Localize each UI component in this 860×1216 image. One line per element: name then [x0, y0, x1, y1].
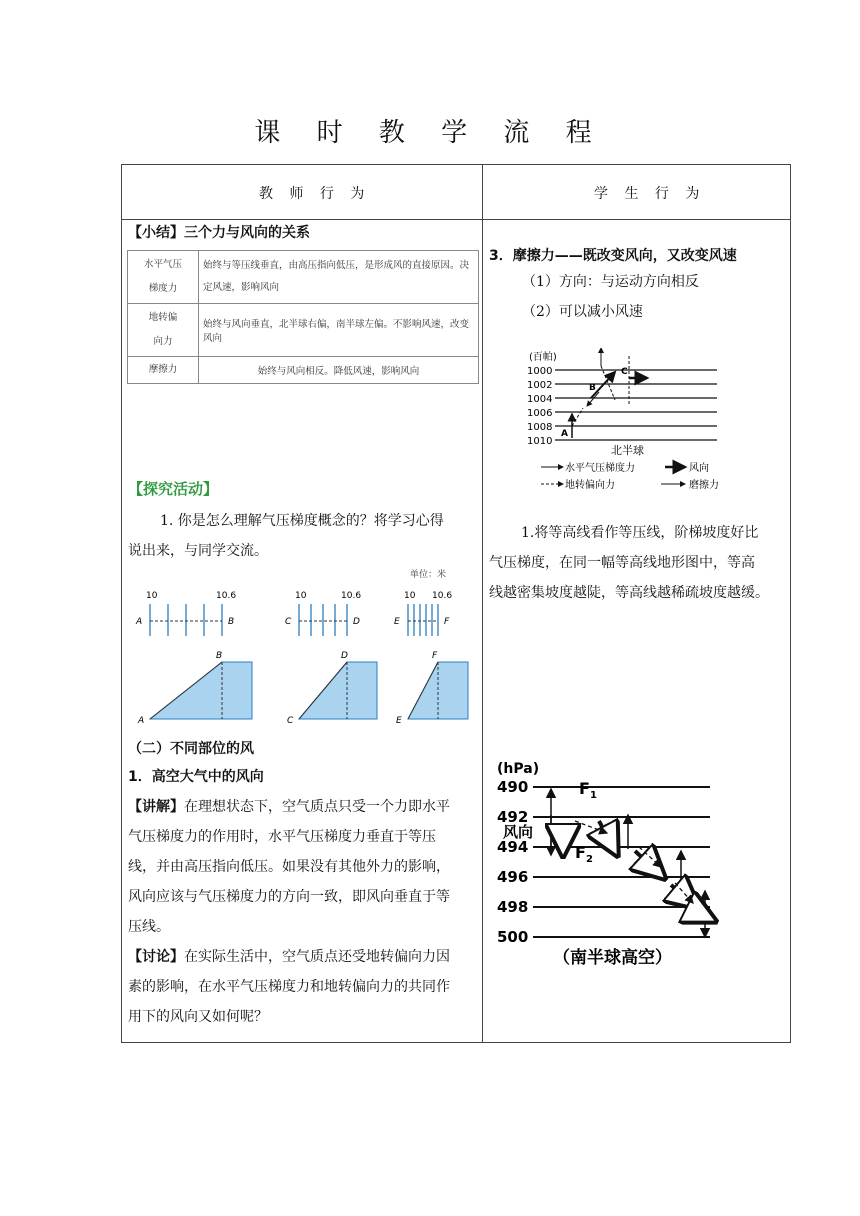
- slope-block: [150, 662, 252, 719]
- hpa-unit: (hPa): [497, 761, 540, 777]
- isobar-value: 500: [497, 928, 529, 946]
- f2-label: $F_2$: [575, 843, 593, 865]
- contour-value-high: 10.6: [216, 591, 237, 601]
- point-label-start: E: [394, 617, 400, 627]
- teacher-header: 教 师 行 为: [259, 186, 371, 202]
- wind-arrow: [671, 885, 695, 905]
- point-label-end: F: [432, 651, 438, 661]
- column-divider: [482, 164, 483, 1043]
- isobar-value: 496: [497, 868, 529, 886]
- gradient-figure: [128, 566, 478, 726]
- isobar-value: 492: [497, 808, 529, 826]
- coriolis-arrow: [601, 366, 615, 400]
- isobar-value: 1002: [527, 380, 553, 391]
- lecture-line-3: 线，并由高压指向低压。如果没有其他外力的影响，: [128, 859, 450, 875]
- force-name-1b: 梯度力: [148, 283, 178, 294]
- slope-block: [299, 662, 377, 719]
- table-row: [128, 304, 479, 357]
- force-desc-1: 始终与等压线垂直，由高压指向低压，是形成风的直接原因。决定风速，影响风向: [199, 251, 479, 304]
- isobar-value: 1008: [527, 422, 553, 433]
- point-label-start: E: [396, 716, 402, 726]
- legend-wind: 风向: [689, 463, 709, 474]
- force-name-2: 地转偏: [148, 312, 178, 323]
- force-name-1: 水平气压: [143, 259, 182, 270]
- isobar-value: 1000: [527, 366, 553, 377]
- explore-question-line1: 1. 你是怎么理解气压梯度概念的？将学习心得: [160, 513, 444, 529]
- isobar-value: 494: [497, 838, 529, 856]
- lecture-line-2: 气压梯度力的作用时，水平气压梯度力垂直于等压: [128, 829, 436, 845]
- lecture-block: [128, 792, 478, 1032]
- point-label-start: C: [287, 716, 294, 726]
- summary-heading: 【小结】三个力与风向的关系: [128, 225, 310, 241]
- explore-question-line2: 说出来，与同学交流。: [128, 543, 268, 559]
- lecture-label: 【讲解】: [128, 799, 184, 815]
- explore-heading: 【探究活动】: [128, 480, 219, 498]
- wind-arrow: [699, 913, 711, 919]
- page-title: 课 时 教 学 流 程: [254, 118, 606, 148]
- point-label-start: A: [136, 617, 143, 627]
- table-row: [128, 357, 479, 384]
- discuss-line-2: 素的影响，在水平气压梯度力和地转偏向力的共同作: [128, 979, 450, 995]
- lecture-line-5: 压线。: [128, 919, 170, 935]
- discuss-label: 【讨论】: [128, 949, 184, 965]
- legend-gradient: 水平气压梯度力: [565, 463, 635, 474]
- section-2-1-heading: 1．高空大气中的风向: [128, 769, 264, 785]
- wind-label: 风向: [503, 823, 534, 841]
- contour-line-3: 线越密集坡度越陡，等高线越稀疏坡度越缓。: [489, 585, 769, 601]
- contour-value-high: 10.6: [341, 591, 362, 601]
- legend-coriolis: 地转偏向力: [565, 480, 615, 491]
- point-label-end: B: [228, 617, 235, 627]
- force-name-3: 摩擦力: [148, 364, 178, 375]
- contour-analogy: [489, 518, 785, 608]
- friction-arrow: [587, 392, 599, 406]
- point-label-end: D: [353, 617, 360, 627]
- point-label-start: C: [285, 617, 292, 627]
- southern-upper-air-figure: [495, 755, 720, 970]
- point-a-label: A: [561, 429, 568, 439]
- contour-value-low: 10: [404, 591, 416, 601]
- lecture-line-4: 风向应该与气压梯度力的方向一致，即风向垂直于等: [128, 889, 450, 905]
- contour-value-low: 10: [295, 591, 307, 601]
- isobar-value: 1006: [527, 408, 553, 419]
- friction-heading: 3．摩擦力——既改变风向，又改变风速: [489, 248, 737, 264]
- contour-value-high: 10.6: [432, 591, 453, 601]
- isobar-value: 498: [497, 898, 529, 916]
- northern-hemisphere-figure: [525, 348, 735, 496]
- point-label-end: F: [444, 617, 450, 627]
- unit-label: 单位：米: [410, 570, 447, 580]
- section-2-heading: （二）不同部位的风: [128, 741, 254, 757]
- contour-line-2: 气压梯度，在同一幅等高线地形图中，等高: [489, 555, 755, 571]
- point-c-label: C: [621, 367, 628, 377]
- force-desc-2: 始终与风向垂直，北半球右偏，南半球左偏。不影响风速，改变风向: [199, 304, 479, 357]
- figure-caption: （南半球高空）: [553, 948, 672, 968]
- legend-friction: 磨擦力: [689, 480, 719, 491]
- isobar-value: 1004: [527, 394, 553, 405]
- discuss-line-1: 在实际生活中，空气质点还受地转偏向力因: [184, 949, 450, 965]
- point-label-start: A: [138, 716, 145, 726]
- point-label-end: B: [216, 651, 223, 661]
- point-label-end: D: [341, 651, 348, 661]
- coriolis-arrow: [572, 408, 583, 426]
- figure-caption: 北半球: [611, 444, 644, 457]
- friction-point-2: （2）可以减小风速: [522, 304, 643, 320]
- f1-label: $F_1$: [579, 779, 597, 801]
- force-desc-3: 始终与风向相反。降低风速，影响风向: [199, 357, 479, 384]
- lecture-line-1: 在理想状态下，空气质点只受一个力即水平: [184, 799, 450, 815]
- contour-line-1: 1.将等高线看作等压线，阶梯坡度好比: [521, 525, 759, 541]
- isobar-value: 490: [497, 778, 529, 796]
- friction-point-1: （1）方向：与运动方向相反: [522, 274, 699, 290]
- table-row: [128, 251, 479, 304]
- slope-block: [408, 662, 468, 719]
- student-header: 学 生 行 为: [594, 186, 706, 202]
- force-name-2b: 向力: [153, 336, 173, 347]
- summary-table: [127, 250, 479, 384]
- point-b-label: B: [589, 383, 596, 393]
- discuss-line-3: 用下的风向又如何呢？: [128, 1009, 268, 1025]
- contour-value-low: 10: [146, 591, 158, 601]
- pressure-unit: (百帕): [529, 352, 557, 363]
- header-divider: [121, 219, 791, 220]
- isobar-value: 1010: [527, 436, 553, 447]
